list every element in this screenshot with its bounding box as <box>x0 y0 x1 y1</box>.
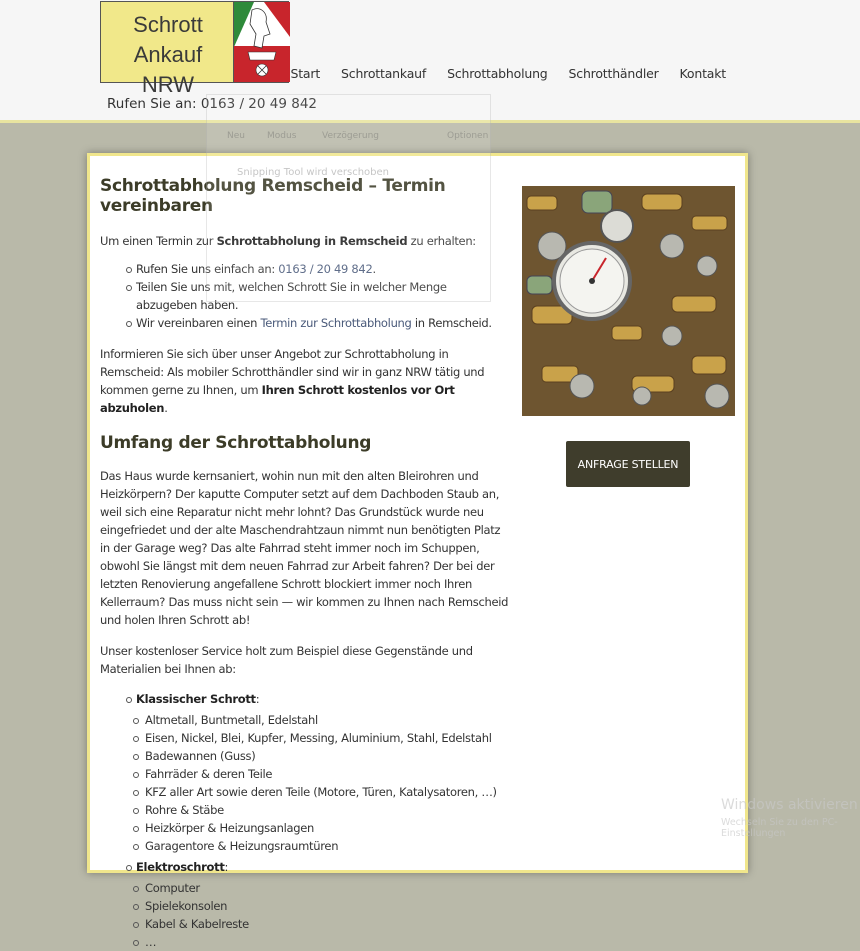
step3-pre: Wir vereinbaren einen <box>136 316 261 330</box>
list-item: Garagentore & Heizungsraumtüren <box>100 837 510 855</box>
steps-list <box>100 260 510 332</box>
list-item: KFZ aller Art sowie deren Teile (Motore, Türen, Katalysatoren, …) <box>100 783 510 801</box>
para1-pre: Informieren Sie sich über unser Angebot zur Schrottabholung in Remscheid: Als mobiler Schrotthändler sind wir in ganz NRW tätig und kommen gerne zu Ihnen, um <box>100 347 485 397</box>
list-item: Teilen Sie uns mit, welchen Schrott Sie in welcher Menge abzugeben haben. <box>100 278 510 314</box>
para1-bold: Ihren Schrott kostenlos vor Ort abzuholen <box>100 383 455 415</box>
ghost-title: Snipping Tool wird verschoben <box>237 167 390 178</box>
list-item: Heizkörper & Heizungsanlagen <box>100 819 510 837</box>
site-logo[interactable] <box>100 1 289 97</box>
para1-post: . <box>164 401 168 415</box>
info-paragraph <box>100 345 510 417</box>
nav-kontakt[interactable]: Kontakt <box>679 66 726 81</box>
list-item: Fahrräder & deren Teile <box>100 765 510 783</box>
category-list <box>100 690 510 951</box>
request-button[interactable]: ANFRAGE STELLEN <box>566 441 690 487</box>
windows-watermark <box>721 797 860 839</box>
page-title: Schrottabholung Remscheid – Termin vereinbaren <box>100 176 446 216</box>
phone-link[interactable]: 0163 / 20 49 842 <box>278 262 373 276</box>
site-header <box>0 0 860 123</box>
category-label: Elektroschrott <box>136 860 225 874</box>
intro-paragraph <box>100 232 510 250</box>
watermark-line2: Wechseln Sie zu den PC-Einstellungen <box>721 817 838 839</box>
nav-start[interactable]: Start <box>290 66 321 81</box>
category-item: Elektroschrott: Computer Spielekonsolen Kabel & Kabelreste … <box>100 858 510 951</box>
content-card <box>87 153 748 949</box>
ghost-options: Optionen <box>447 131 489 141</box>
list-item: Kabel & Kabelreste <box>100 915 510 933</box>
scrap-metal-image <box>522 186 735 416</box>
description-paragraph: Das Haus wurde kernsaniert, wohin nun mit den alten Bleirohren und Heizkörpern? Der kaputte Computer setzt auf dem Dachboden Staub an, weil sich eine Reparatur nicht mehr lohnt? Das Grundstück wurde neu eingefriedet und der alte Maschendrahtzaun nimmt nun benötigten Platz in der Garage weg? Das alte Fahrrad steht immer noch im Schuppen, obwohl Sie längst mit dem neuen Fahrrad zur Arbeit fahren? Der bei der letzten Renovierung angefallene Schrott blockiert immer noch Ihren Kellerraum? Das muss nicht sein — wir kommen zu Ihnen nach Remscheid und holen Ihren Schrott ab! <box>100 469 509 627</box>
list-item <box>100 260 510 278</box>
section-heading: Umfang der Schrottabholung <box>100 433 372 453</box>
step3-post: in Remscheid. <box>411 316 492 330</box>
list-item: Spielekonsolen <box>100 897 510 915</box>
ghost-delay: Verzögerung <box>322 131 379 141</box>
list-item: Computer <box>100 879 510 897</box>
step1-pre: Rufen Sie uns einfach an: <box>136 262 279 276</box>
category-label: Klassischer Schrott <box>136 692 256 706</box>
intro-post: zu erhalten: <box>407 234 476 248</box>
list-item: Eisen, Nickel, Blei, Kupfer, Messing, Aluminium, Stahl, Edelstahl <box>100 729 510 747</box>
list-item: … <box>100 933 510 951</box>
category-item: Klassischer Schrott: Altmetall, Buntmetall, Edelstahl Eisen, Nickel, Blei, Kupfer, Messing, Aluminium, Stahl, Edelstahl Badewannen (Guss) Fahrräder & deren Teile KFZ aller Art sowie deren Teile (Motore, Türen, Katalysatoren, …) Rohre & Stäbe Heizkörper & Heizungsanlagen Garagentore & Heizungsraumtüren <box>100 690 510 855</box>
list-item: Altmetall, Buntmetall, Edelstahl <box>100 711 510 729</box>
main-column <box>100 176 510 951</box>
list-item: Badewannen (Guss) <box>100 747 510 765</box>
logo-text: Schrott Ankauf NRW <box>133 12 203 97</box>
nrw-crest-icon <box>233 2 289 82</box>
service-paragraph: Unser kostenloser Service holt zum Beispiel diese Gegenstände und Materialien bei Ihnen ab: <box>100 644 473 676</box>
nav-schrotthaendler[interactable]: Schrotthändler <box>568 66 659 81</box>
step1-post: . <box>372 262 376 276</box>
nav-schrottankauf[interactable]: Schrottankauf <box>341 66 427 81</box>
list-item <box>100 314 510 332</box>
termin-link[interactable]: Termin zur Schrottabholung <box>260 316 412 330</box>
category-sublist <box>100 711 510 855</box>
list-item: Rohre & Stäbe <box>100 801 510 819</box>
main-nav <box>291 66 727 81</box>
category-sublist <box>100 879 510 951</box>
intro-pre: Um einen Termin zur <box>100 234 217 248</box>
ghost-new: Neu <box>227 131 245 141</box>
header-phone[interactable]: Rufen Sie an: 0163 / 20 49 842 <box>107 96 318 112</box>
nav-schrottabholung[interactable]: Schrottabholung <box>447 66 548 81</box>
watermark-line1: Windows aktivieren <box>721 797 858 813</box>
intro-bold: Schrottabholung in Remscheid <box>216 234 408 248</box>
ghost-mode: Modus <box>267 131 297 141</box>
